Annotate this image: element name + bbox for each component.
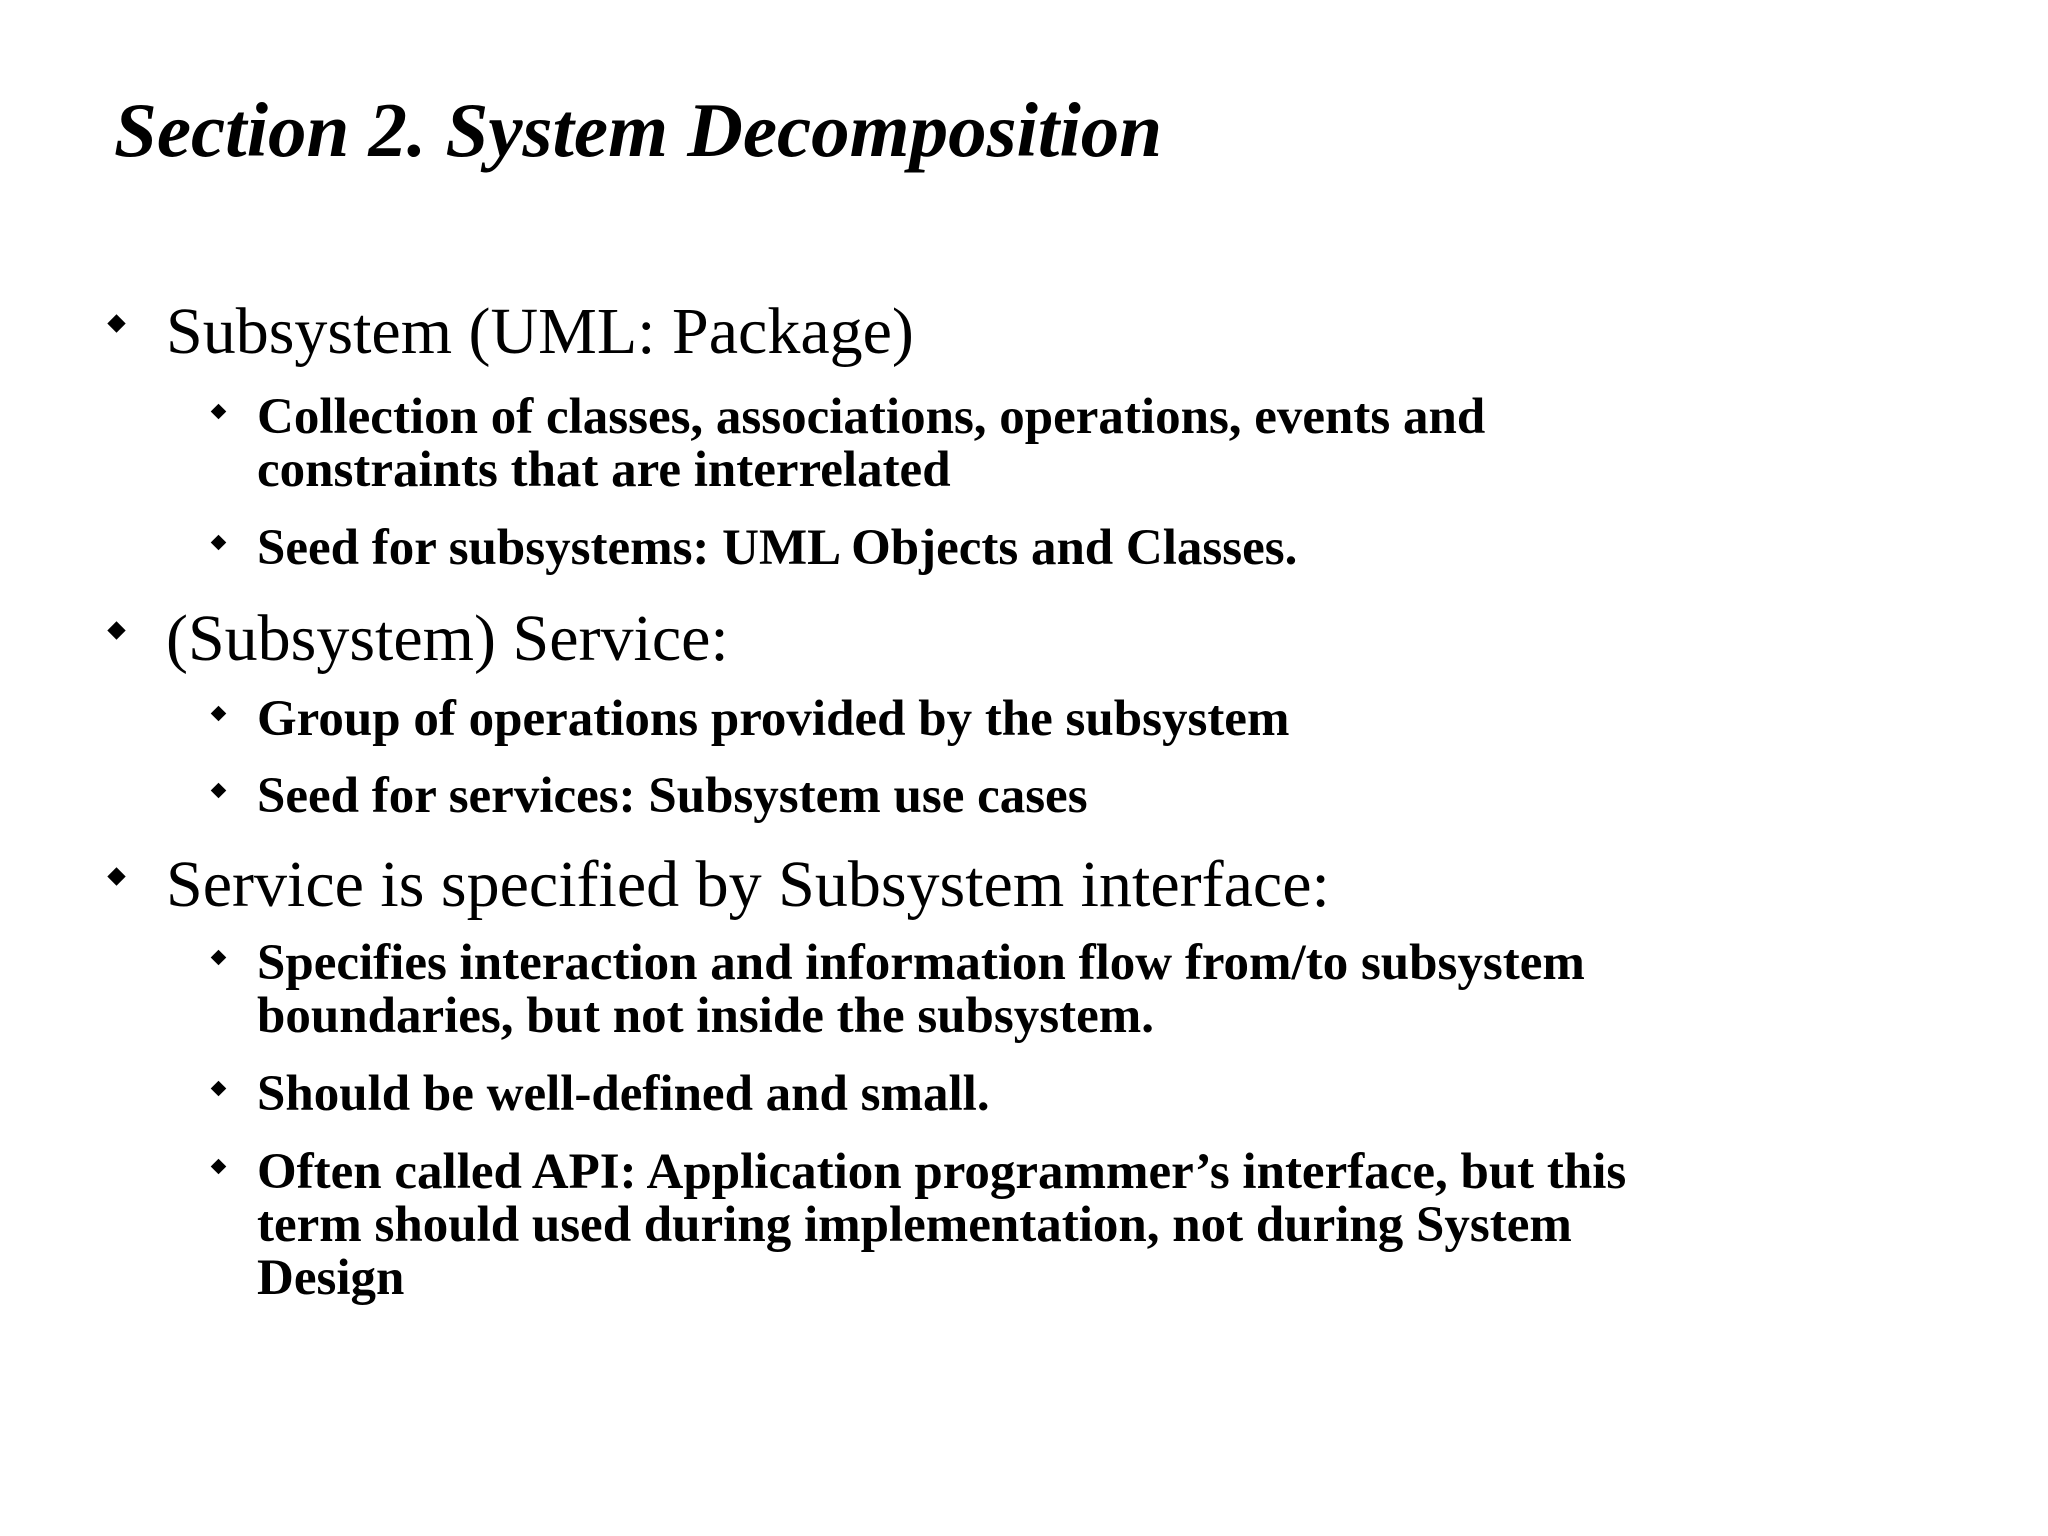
bullet-text: Seed for subsystems: UML Objects and Classes. xyxy=(257,520,1298,576)
bullet-text-continuation: constraints that are interrelated xyxy=(257,442,951,498)
diamond-bullet-icon xyxy=(107,314,125,332)
sub-bullet-item xyxy=(257,1146,1877,1305)
sub-bullet-item xyxy=(257,693,1877,746)
diamond-bullet-icon xyxy=(211,950,227,966)
diamond-bullet-icon xyxy=(211,1159,227,1175)
bullet-text: Group of operations provided by the subsystem xyxy=(257,691,1290,747)
bullet-text: Collection of classes, associations, operations, events and xyxy=(257,389,1486,445)
diamond-bullet-icon xyxy=(211,1081,227,1097)
diamond-bullet-icon xyxy=(211,404,227,420)
sub-bullet-item xyxy=(257,522,1877,575)
bullet-item xyxy=(166,294,1866,370)
bullet-text-continuation: term should used during implementation, not during System xyxy=(257,1197,1572,1253)
bullet-text-continuation: Design xyxy=(257,1250,405,1306)
bullet-text: (Subsystem) Service: xyxy=(166,602,729,675)
diamond-bullet-icon xyxy=(211,706,227,722)
bullet-text: Service is specified by Subsystem interface: xyxy=(166,848,1330,921)
diamond-bullet-icon xyxy=(107,867,125,885)
diamond-bullet-icon xyxy=(107,621,125,639)
sub-bullet-item xyxy=(257,937,1877,1043)
bullet-text: Specifies interaction and information flow from/to subsystem xyxy=(257,935,1585,991)
bullet-text: Often called API: Application programmer’s interface, but this xyxy=(257,1144,1627,1200)
bullet-item xyxy=(166,847,1866,923)
sub-bullet-item xyxy=(257,1068,1877,1121)
diamond-bullet-icon xyxy=(211,783,227,799)
bullet-text: Seed for services: Subsystem use cases xyxy=(257,768,1088,824)
slide-title: Section 2. System Decomposition xyxy=(114,87,1163,173)
bullet-text-continuation: boundaries, but not inside the subsystem. xyxy=(257,988,1154,1044)
sub-bullet-item xyxy=(257,770,1877,823)
diamond-bullet-icon xyxy=(211,535,227,551)
bullet-text: Should be well-defined and small. xyxy=(257,1066,990,1122)
bullet-item xyxy=(166,601,1866,677)
sub-bullet-item xyxy=(257,391,1877,497)
bullet-text: Subsystem (UML: Package) xyxy=(166,295,914,368)
